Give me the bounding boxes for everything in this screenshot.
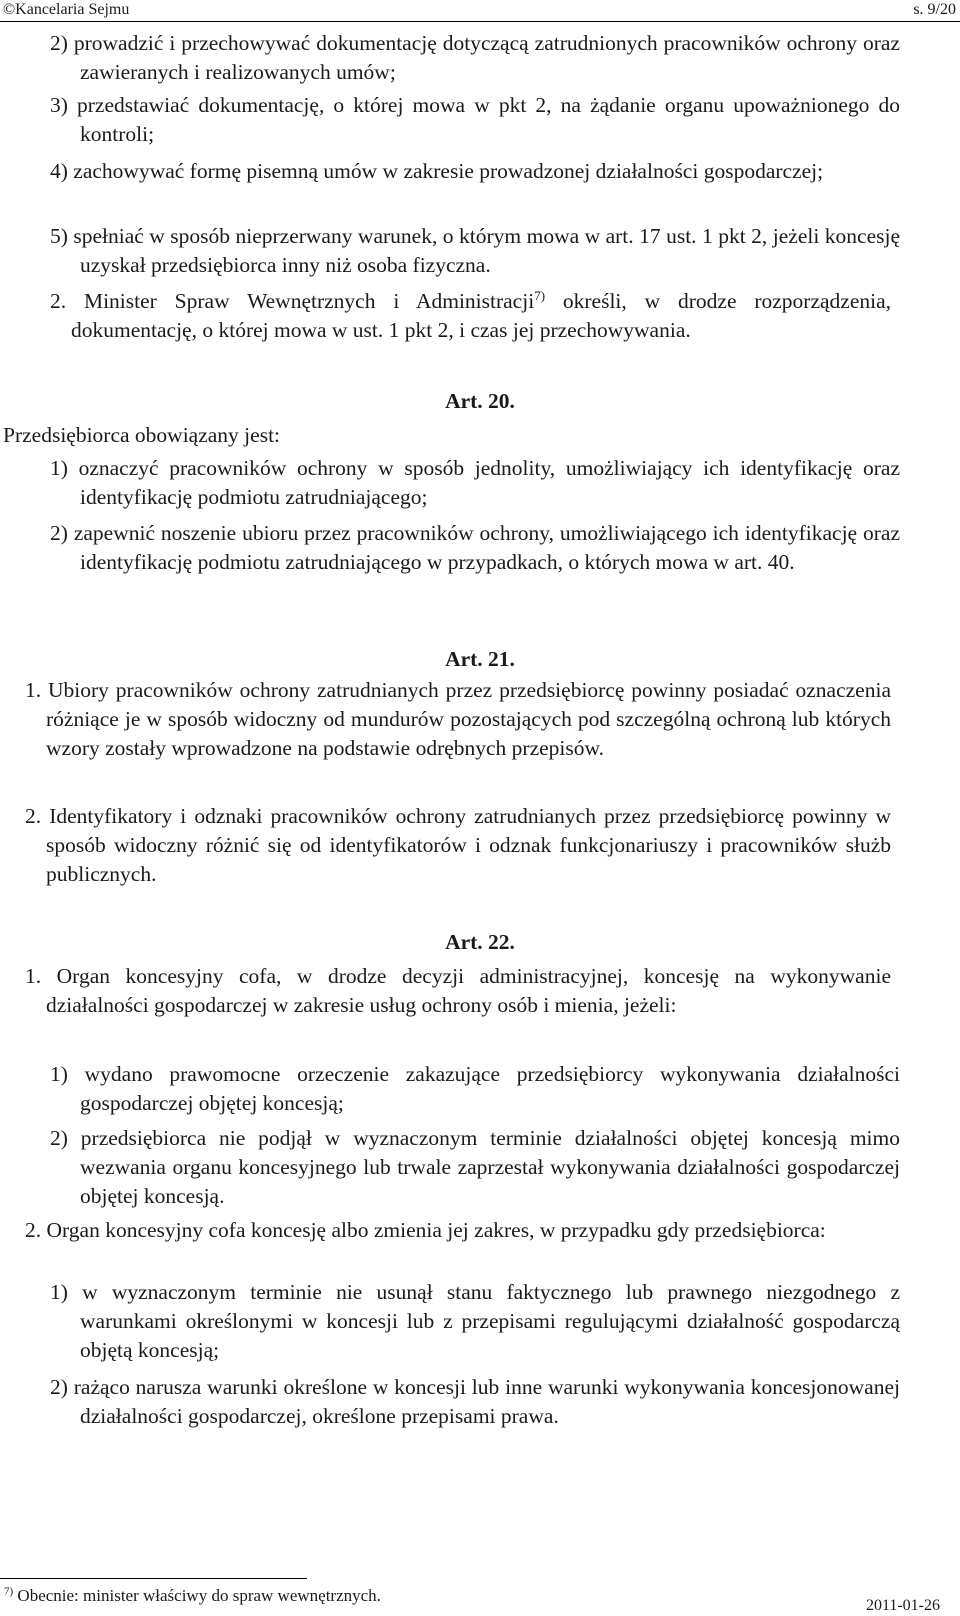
art22-s2-point-2: 2) rażąco narusza warunki określone w koncesji lub inne warunki wykonywania koncesjonowanej działalności gospodarczej, określone przepisami prawa. — [50, 1375, 900, 1428]
art19-point-4: 4) zachowywać formę pisemną umów w zakresie prowadzonej działalności gospodarczej; — [50, 159, 824, 183]
art19-section-2-text-a: 2. Minister Spraw Wewnętrznych i Administracji — [50, 289, 535, 313]
art19-section-2-text-b: określi, w drodze rozporządzenia, dokumentację, o której mowa w ust. 1 pkt 2, i czas jej przechowywania. — [71, 289, 892, 342]
art19-point-2: 2) prowadzić i przechowywać dokumentację dotyczącą zatrudnionych pracowników ochrony oraz zawieranych i realizowanych umów; — [50, 31, 900, 84]
art22-section-2: 2. Organ koncesyjny cofa koncesję albo zmienia jej zakres, w przypadku gdy przedsiębiorca: — [25, 1218, 826, 1242]
art20-heading: Art. 20. — [445, 389, 515, 413]
art20-point-1: 1) oznaczyć pracowników ochrony w sposób jednolity, umożliwiający ich identyfikację oraz identyfikację podmiotu zatrudniającego; — [50, 456, 900, 509]
header-divider — [0, 21, 960, 22]
header-publisher: ©Kancelaria Sejmu — [3, 1, 130, 18]
footnote-marker: 7) — [4, 1585, 14, 1598]
art22-s1-point-2: 2) przedsiębiorca nie podjął w wyznaczonym terminie działalności objętej koncesją mimo wezwania organu koncesyjnego lub trwale zaprzestał wykonywania działalności gospodarczej objętej koncesją. — [50, 1126, 900, 1208]
footnote — [4, 1586, 381, 1606]
art22-s2-point-1: 1) w wyznaczonym terminie nie usunął stanu faktycznego lub prawnego niezgodnego z warunkami określonymi w koncesji lub z przepisami regulującymi działalność gospodarczą objętą koncesją; — [50, 1280, 900, 1362]
art19-section-2 — [50, 287, 891, 345]
art22-s1-point-1: 1) wydano prawomocne orzeczenie zakazujące przedsiębiorcy wykonywania działalności gospodarczej objętej koncesją; — [50, 1062, 900, 1115]
footnote-reference: 7) — [534, 287, 546, 303]
art20-intro: Przedsiębiorca obowiązany jest: — [3, 423, 281, 447]
document-date: 2011-01-26 — [865, 1597, 940, 1614]
art22-section-1: 1. Organ koncesyjny cofa, w drodze decyzji administracyjnej, koncesję na wykonywanie działalności gospodarczej w zakresie usług ochrony osób i mienia, jeżeli: — [25, 964, 891, 1017]
art19-point-3: 3) przedstawiać dokumentację, o której mowa w pkt 2, na żądanie organu upoważnionego do kontroli; — [50, 93, 900, 146]
art21-heading: Art. 21. — [445, 647, 515, 671]
art21-section-2: 2. Identyfikatory i odznaki pracowników ochrony zatrudnianych przez przedsiębiorcę powinny w sposób widoczny różnić się od identyfikatorów i odznak funkcjonariuszy i pracowników służb publicznych. — [25, 804, 891, 886]
footnote-text: Obecnie: minister właściwy do spraw wewnętrznych. — [13, 1586, 381, 1605]
art20-point-2: 2) zapewnić noszenie ubioru przez pracowników ochrony, umożliwiającego ich identyfikację oraz identyfikację podmiotu zatrudniającego w przypadkach, o których mowa w art. 40. — [50, 521, 900, 574]
art21-section-1: 1. Ubiory pracowników ochrony zatrudnianych przez przedsiębiorcę powinny posiadać oznaczenia różniące je w sposób widoczny od mundurów pozostających pod szczególną ochroną lub których wzory zostały wprowadzone na podstawie odrębnych przepisów. — [25, 678, 891, 760]
art22-heading: Art. 22. — [445, 930, 515, 954]
footnote-divider — [0, 1578, 307, 1579]
art19-point-5: 5) spełniać w sposób nieprzerwany warunek, o którym mowa w art. 17 ust. 1 pkt 2, jeżeli koncesję uzyskał przedsiębiorca inny niż osoba fizyczna. — [50, 224, 900, 277]
header-page-number: s. 9/20 — [913, 1, 956, 18]
